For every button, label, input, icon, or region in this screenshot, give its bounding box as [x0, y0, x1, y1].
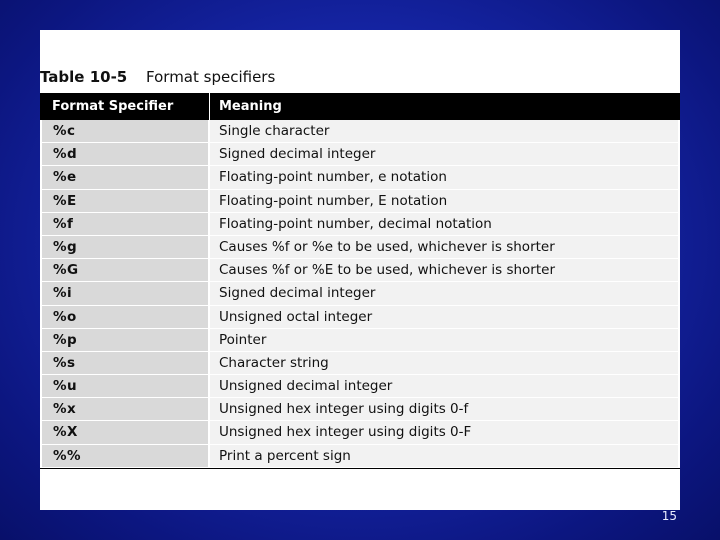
spec-cell: %i	[42, 282, 210, 304]
table-row	[42, 236, 678, 259]
meaning-cell: Character string	[210, 352, 678, 374]
spec-cell: %p	[42, 329, 210, 351]
table-row	[42, 190, 678, 213]
meaning-cell: Signed decimal integer	[210, 143, 678, 165]
table-row	[42, 398, 678, 421]
meaning-cell: Print a percent sign	[210, 445, 678, 467]
meaning-cell: Floating-point number, decimal notation	[210, 213, 678, 235]
meaning-cell: Floating-point number, E notation	[210, 190, 678, 212]
table-caption	[40, 68, 275, 90]
header-format-specifier: Format Specifier	[40, 93, 210, 120]
spec-cell: %f	[42, 213, 210, 235]
table-row	[42, 375, 678, 398]
spec-cell: %G	[42, 259, 210, 281]
meaning-cell: Pointer	[210, 329, 678, 351]
table-row	[42, 421, 678, 444]
slide-panel	[40, 30, 680, 510]
header-meaning: Meaning	[219, 99, 282, 114]
table-row	[42, 282, 678, 305]
spec-cell: %e	[42, 166, 210, 188]
table-row	[42, 306, 678, 329]
meaning-cell: Unsigned octal integer	[210, 306, 678, 328]
spec-cell: %u	[42, 375, 210, 397]
table-row	[42, 329, 678, 352]
meaning-cell: Unsigned hex integer using digits 0-F	[210, 421, 678, 443]
table-row	[42, 213, 678, 236]
spec-cell: %o	[42, 306, 210, 328]
table-row	[42, 166, 678, 189]
spec-cell: %%	[42, 445, 210, 467]
meaning-cell: Causes %f or %E to be used, whichever is shorter	[210, 259, 678, 281]
spec-cell: %E	[42, 190, 210, 212]
table-row	[42, 259, 678, 282]
table-body	[42, 120, 678, 468]
spec-cell: %g	[42, 236, 210, 258]
caption-number: Table 10-5	[40, 68, 128, 86]
spec-cell: %x	[42, 398, 210, 420]
table-row	[42, 120, 678, 143]
meaning-cell: Causes %f or %e to be used, whichever is shorter	[210, 236, 678, 258]
table-bottom-rule	[40, 468, 680, 469]
page-number: 15	[661, 509, 677, 523]
meaning-cell: Single character	[210, 120, 678, 142]
spec-cell: %s	[42, 352, 210, 374]
caption-title: Format specifiers	[146, 68, 276, 86]
meaning-cell: Signed decimal integer	[210, 282, 678, 304]
spec-cell: %c	[42, 120, 210, 142]
table-row	[42, 445, 678, 468]
meaning-cell: Unsigned decimal integer	[210, 375, 678, 397]
meaning-cell: Unsigned hex integer using digits 0-f	[210, 398, 678, 420]
meaning-cell: Floating-point number, e notation	[210, 166, 678, 188]
spec-cell: %X	[42, 421, 210, 443]
format-specifier-table	[40, 93, 680, 469]
table-row	[42, 352, 678, 375]
table-header-row	[40, 93, 680, 120]
table-row	[42, 143, 678, 166]
spec-cell: %d	[42, 143, 210, 165]
